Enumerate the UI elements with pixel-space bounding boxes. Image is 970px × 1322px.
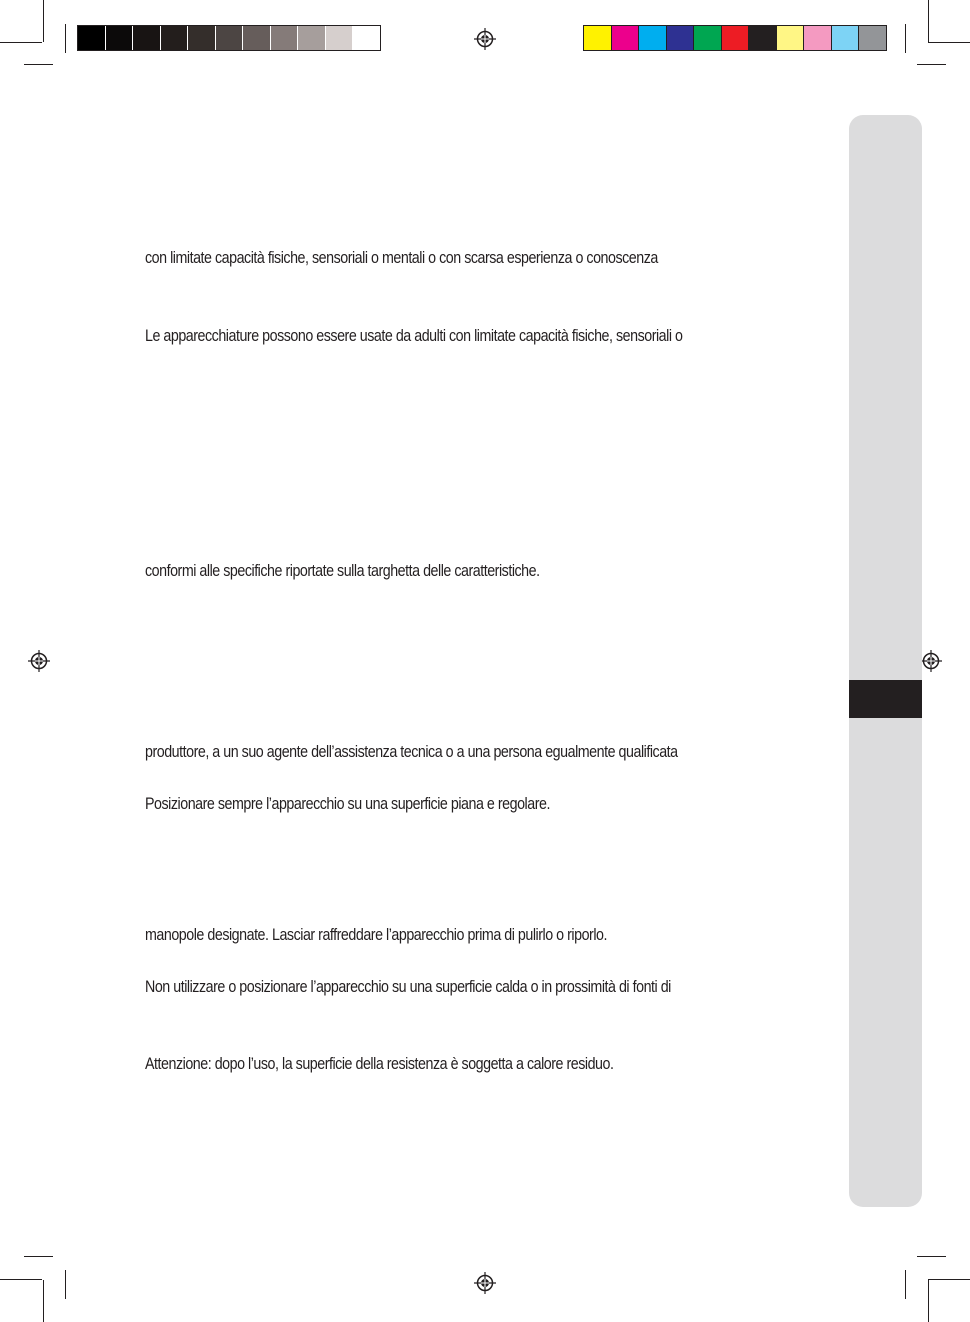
crop-mark: [43, 1280, 44, 1322]
registration-target-icon: [474, 28, 496, 50]
color-swatch: [721, 26, 749, 50]
color-calibration-bar: [583, 25, 887, 51]
color-swatch: [105, 26, 133, 50]
grayscale-calibration-bar: [77, 25, 381, 51]
crop-mark: [917, 1256, 946, 1257]
crop-mark: [928, 0, 929, 42]
crop-mark: [24, 1256, 53, 1257]
registration-target-icon: [920, 650, 942, 672]
text-line: produttore, a un suo agente dell’assistenza tecnica o a una persona egualmente qualificata: [145, 742, 678, 761]
color-swatch: [611, 26, 639, 50]
crop-mark: [43, 0, 44, 42]
color-swatch: [78, 26, 105, 50]
crop-mark: [928, 1279, 970, 1280]
color-swatch: [187, 26, 215, 50]
color-swatch: [831, 26, 859, 50]
color-swatch: [666, 26, 694, 50]
color-swatch: [297, 26, 325, 50]
color-swatch: [584, 26, 611, 50]
color-swatch: [160, 26, 188, 50]
text-line: con limitate capacità fisiche, sensoriali o mentali o con scarsa esperienza o conoscenza: [145, 248, 658, 267]
color-swatch: [270, 26, 298, 50]
color-swatch: [776, 26, 804, 50]
crop-mark: [928, 1280, 929, 1322]
crop-mark: [0, 1279, 42, 1280]
active-section-marker: [849, 680, 922, 718]
color-swatch: [352, 26, 380, 50]
crop-mark: [928, 42, 970, 43]
color-swatch: [325, 26, 353, 50]
crop-mark: [905, 1270, 906, 1299]
text-line: conformi alle specifiche riportate sulla targhetta delle caratteristiche.: [145, 561, 540, 580]
crop-mark: [905, 24, 906, 53]
color-swatch: [132, 26, 160, 50]
color-swatch: [638, 26, 666, 50]
crop-mark: [0, 42, 42, 43]
color-swatch: [693, 26, 721, 50]
side-language-tab: [849, 115, 922, 1207]
registration-target-icon: [474, 1272, 496, 1294]
text-line: Posizionare sempre l’apparecchio su una superficie piana e regolare.: [145, 794, 550, 813]
text-line: manopole designate. Lasciar raffreddare l’apparecchio prima di pulirlo o riporlo.: [145, 925, 607, 944]
text-line: Le apparecchiature possono essere usate da adulti con limitate capacità fisiche, sensoriali o: [145, 326, 683, 345]
crop-mark: [65, 1270, 66, 1299]
color-swatch: [748, 26, 776, 50]
color-swatch: [803, 26, 831, 50]
color-swatch: [215, 26, 243, 50]
crop-mark: [65, 24, 66, 53]
color-swatch: [858, 26, 886, 50]
text-line: Non utilizzare o posizionare l’apparecchio su una superficie calda o in prossimità di fonti di: [145, 977, 671, 996]
crop-mark: [24, 64, 53, 65]
registration-target-icon: [28, 650, 50, 672]
color-swatch: [242, 26, 270, 50]
crop-mark: [917, 64, 946, 65]
text-line: Attenzione: dopo l’uso, la superficie della resistenza è soggetta a calore residuo.: [145, 1054, 614, 1073]
